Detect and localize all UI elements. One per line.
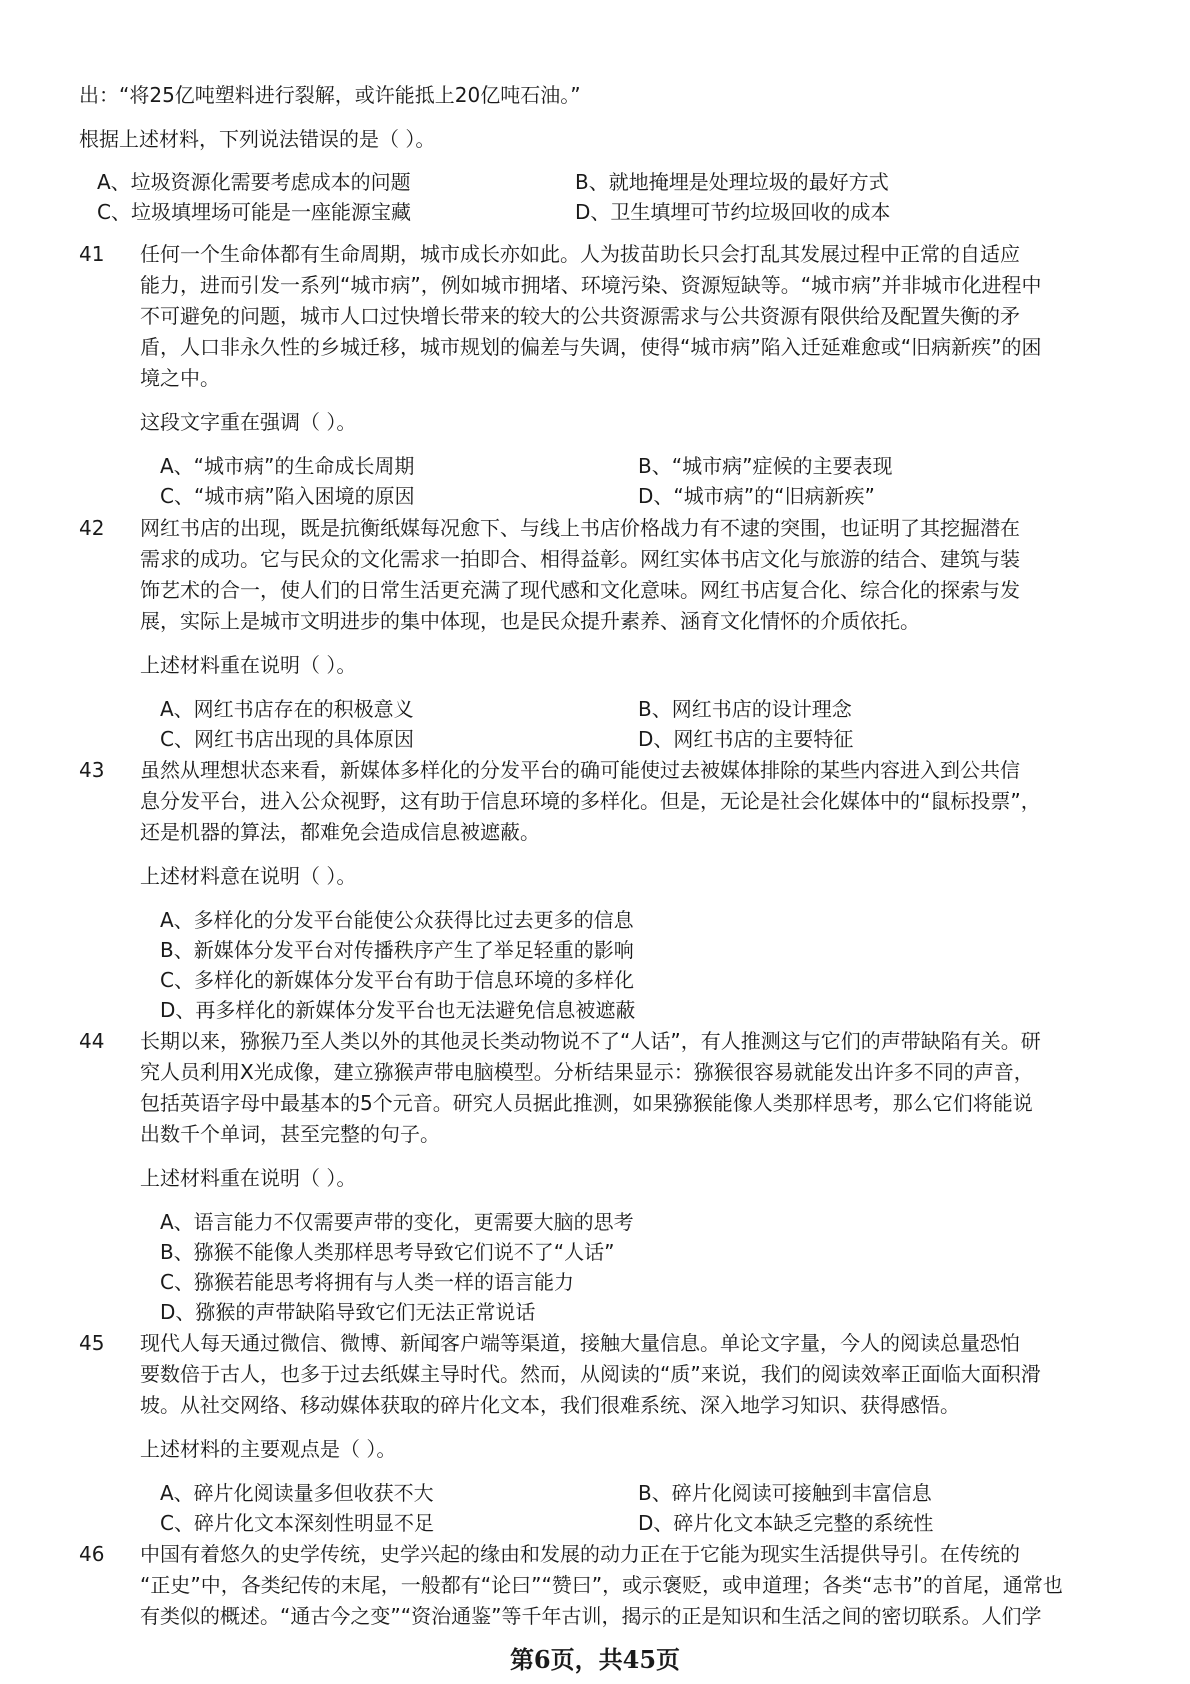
q42-line-2: 需求的成功。它与民众的文化需求一拍即合、相得益彰。网红实体书店文化与旅游的结合、建筑与装	[140, 547, 1020, 571]
question-number-46: 46	[79, 1542, 105, 1566]
q44-question: 上述材料重在说明（ ）。	[140, 1166, 357, 1190]
q45-option-d: D、碎片化文本缺乏完整的系统性	[638, 1511, 934, 1535]
q41-line-4: 盾，人口非永久性的乡城迁移，城市规划的偏差与失调，使得“城市病”陷入迁延难愈或“旧病新疾”的困	[140, 335, 1042, 359]
question-number-45: 45	[79, 1331, 105, 1355]
q42-question: 上述材料重在说明（ ）。	[140, 653, 357, 677]
intro-option-a: A、垃圾资源化需要考虑成本的问题	[97, 170, 411, 194]
q42-line-1: 网红书店的出现，既是抗衡纸媒每况愈下、与线上书店价格战力有不逮的突围，也证明了其挖掘潜在	[140, 516, 1020, 540]
q41-line-3: 不可避免的问题，城市人口过快增长带来的较大的公共资源需求与公共资源有限供给及配置失衡的矛	[140, 304, 1020, 328]
q42-option-c: C、网红书店出现的具体原因	[160, 727, 414, 751]
q42-line-3: 饰艺术的合一，使人们的日常生活更充满了现代感和文化意味。网红书店复合化、综合化的探索与发	[140, 578, 1020, 602]
question-number-43: 43	[79, 758, 105, 782]
question-number-44: 44	[79, 1029, 105, 1053]
q44-option-b: B、猕猴不能像人类那样思考导致它们说不了“人话”	[160, 1240, 615, 1264]
q43-option-d: D、再多样化的新媒体分发平台也无法避免信息被遮蔽	[160, 998, 636, 1022]
q44-option-d: D、猕猴的声带缺陷导致它们无法正常说话	[160, 1300, 536, 1324]
q43-line-1: 虽然从理想状态来看，新媒体多样化的分发平台的确可能使过去被媒体排除的某些内容进入到公共信	[140, 758, 1020, 782]
q42-option-d: D、网红书店的主要特征	[638, 727, 854, 751]
q45-option-c: C、碎片化文本深刻性明显不足	[160, 1511, 434, 1535]
q45-question: 上述材料的主要观点是（ ）。	[140, 1437, 397, 1461]
intro-option-d: D、卫生填埋可节约垃圾回收的成本	[575, 200, 891, 224]
question-number-41: 41	[79, 242, 105, 266]
q41-line-1: 任何一个生命体都有生命周期，城市成长亦如此。人为拔苗助长只会打乱其发展过程中正常的自适应	[140, 242, 1020, 266]
q41-option-b: B、“城市病”症候的主要表现	[638, 454, 893, 478]
intro-option-c: C、垃圾填埋场可能是一座能源宝藏	[97, 200, 411, 224]
q44-line-3: 包括英语字母中最基本的5个元音。研究人员据此推测，如果猕猴能像人类那样思考，那么它们将能说	[140, 1091, 1033, 1115]
q44-line-4: 出数千个单词，甚至完整的句子。	[140, 1122, 440, 1146]
q43-option-c: C、多样化的新媒体分发平台有助于信息环境的多样化	[160, 968, 634, 992]
q42-line-4: 展，实际上是城市文明进步的集中体现，也是民众提升素养、涵育文化情怀的介质依托。	[140, 609, 920, 633]
q41-question: 这段文字重在强调（ ）。	[140, 410, 357, 434]
q45-option-b: B、碎片化阅读可接触到丰富信息	[638, 1481, 932, 1505]
q43-option-b: B、新媒体分发平台对传播秩序产生了举足轻重的影响	[160, 938, 634, 962]
q43-question: 上述材料意在说明（ ）。	[140, 864, 357, 888]
q41-option-c: C、“城市病”陷入困境的原因	[160, 484, 415, 508]
q42-option-a: A、网红书店存在的积极意义	[160, 697, 414, 721]
q45-line-3: 坡。从社交网络、移动媒体获取的碎片化文本，我们很难系统、深入地学习知识、获得感悟。	[140, 1393, 960, 1417]
q43-line-2: 息分发平台，进入公众视野，这有助于信息环境的多样化。但是，无论是社会化媒体中的“鼠标投票”，	[140, 789, 1041, 813]
q42-option-b: B、网红书店的设计理念	[638, 697, 852, 721]
q45-line-2: 要数倍于古人，也多于过去纸媒主导时代。然而，从阅读的“质”来说，我们的阅读效率正面临大面积滑	[140, 1362, 1041, 1386]
q41-option-d: D、“城市病”的“旧病新疾”	[638, 484, 875, 508]
q46-line-3: 有类似的概述。“通古今之变”“资治通鉴”等千年古训，揭示的正是知识和生活之间的密切联系。人们学	[140, 1604, 1042, 1628]
intro-option-b: B、就地掩埋是处理垃圾的最好方式	[575, 170, 889, 194]
q44-option-c: C、猕猴若能思考将拥有与人类一样的语言能力	[160, 1270, 574, 1294]
intro-continuation: 出：“将25亿吨塑料进行裂解，或许能抵上20亿吨石油。”	[79, 83, 581, 107]
q43-option-a: A、多样化的分发平台能使公众获得比过去更多的信息	[160, 908, 634, 932]
q45-option-a: A、碎片化阅读量多但收获不大	[160, 1481, 434, 1505]
question-number-42: 42	[79, 516, 105, 540]
q41-line-5: 境之中。	[140, 366, 220, 390]
q41-line-2: 能力，进而引发一系列“城市病”，例如城市拥堵、环境污染、资源短缺等。“城市病”并非城市化进程中	[140, 273, 1042, 297]
q41-option-a: A、“城市病”的生命成长周期	[160, 454, 415, 478]
q46-line-2: “正史”中，各类纪传的末尾，一般都有“论曰”“赞曰”，或示褒贬，或申道理；各类“志书”的首尾，通常也	[140, 1573, 1063, 1597]
q43-line-3: 还是机器的算法，都难免会造成信息被遮蔽。	[140, 820, 540, 844]
q44-line-1: 长期以来，猕猴乃至人类以外的其他灵长类动物说不了“人话”，有人推测这与它们的声带缺陷有关。研	[140, 1029, 1041, 1053]
q46-line-1: 中国有着悠久的史学传统，史学兴起的缘由和发展的动力正在于它能为现实生活提供导引。在传统的	[140, 1542, 1020, 1566]
q44-option-a: A、语言能力不仅需要声带的变化，更需要大脑的思考	[160, 1210, 634, 1234]
q45-line-1: 现代人每天通过微信、微博、新闻客户端等渠道，接触大量信息。单论文字量，今人的阅读总量恐怕	[140, 1331, 1020, 1355]
page-footer: 第6页，共45页	[509, 1645, 681, 1674]
intro-question: 根据上述材料，下列说法错误的是（ ）。	[79, 127, 436, 151]
q44-line-2: 究人员利用X光成像，建立猕猴声带电脑模型。分析结果显示：猕猴很容易就能发出许多不同的声音，	[140, 1060, 1034, 1084]
